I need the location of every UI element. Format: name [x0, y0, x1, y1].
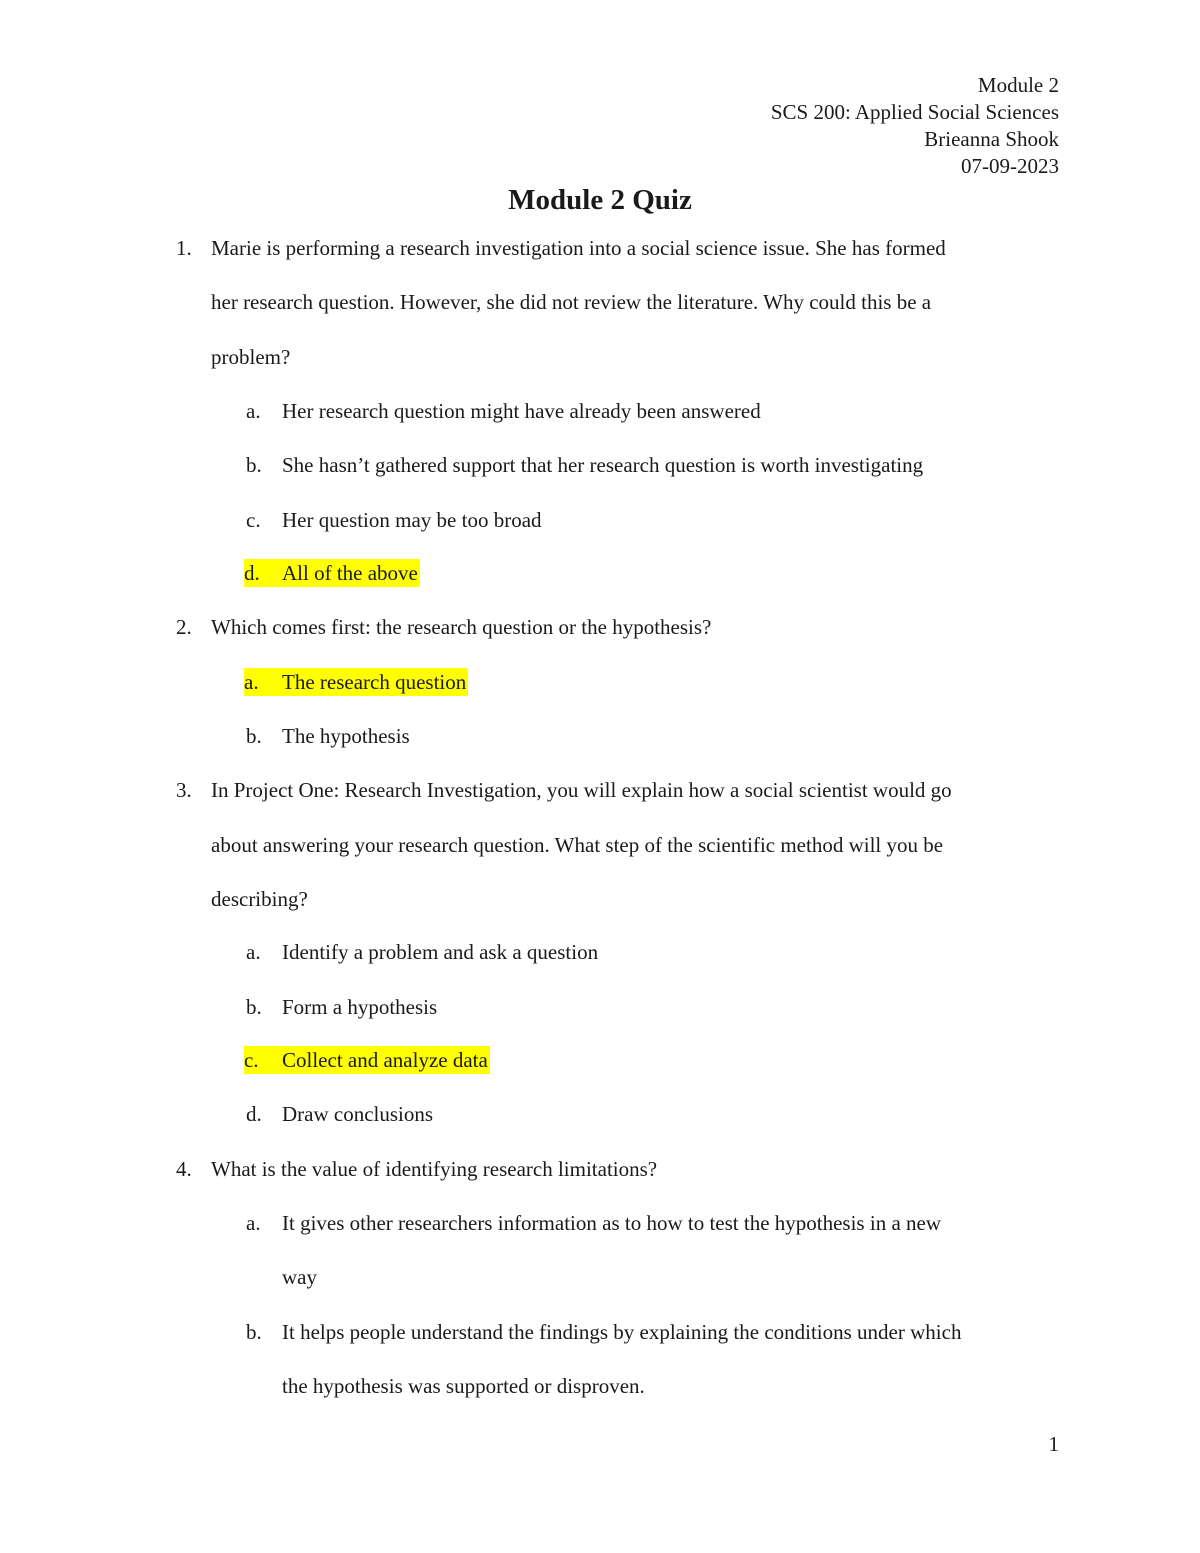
highlighted-answer	[244, 668, 468, 696]
option-text: The research question	[282, 670, 467, 694]
option-letter: b.	[246, 724, 262, 748]
option-letter: c.	[246, 508, 261, 532]
option-letter: b.	[246, 995, 262, 1019]
header-author: Brieanna Shook	[924, 127, 1059, 151]
question-text-line: describing?	[211, 887, 308, 911]
option-text: It gives other researchers information as to how to test the hypothesis in a new	[282, 1211, 941, 1235]
question-text-line: Which comes first: the research question or the hypothesis?	[211, 615, 712, 639]
option-letter: a.	[244, 670, 259, 694]
question-text-line: Marie is performing a research investigation into a social science issue. She has formed	[211, 236, 946, 260]
option-letter: d.	[244, 561, 260, 585]
question-number: 4.	[176, 1157, 192, 1181]
header-date: 07-09-2023	[961, 154, 1059, 178]
option-text: the hypothesis was supported or disproven.	[282, 1374, 645, 1398]
option-text: The hypothesis	[282, 724, 410, 748]
option-text: Her research question might have already been answered	[282, 399, 761, 423]
option-letter: b.	[246, 453, 262, 477]
question-text-line: about answering your research question. What step of the scientific method will you be	[211, 833, 944, 857]
option-letter: a.	[246, 940, 261, 964]
page-title: Module 2 Quiz	[508, 184, 692, 216]
option-letter: c.	[244, 1048, 259, 1072]
option-text: Draw conclusions	[282, 1102, 434, 1126]
question-text-line: problem?	[211, 345, 291, 369]
option-letter: a.	[246, 399, 261, 423]
question-number: 2.	[176, 615, 192, 639]
option-text: She hasn’t gathered support that her research question is worth investigating	[282, 453, 924, 477]
highlighted-answer	[244, 559, 420, 587]
question-number: 3.	[176, 778, 192, 802]
option-text: Her question may be too broad	[282, 508, 542, 532]
option-text: All of the above	[282, 561, 418, 585]
option-letter: b.	[246, 1320, 262, 1344]
page-number: 1	[1048, 1432, 1059, 1456]
question-number: 1.	[176, 236, 192, 260]
header-course: SCS 200: Applied Social Sciences	[770, 100, 1059, 124]
question-text-line: her research question. However, she did not review the literature. Why could this be a	[211, 290, 932, 314]
document-header	[771, 72, 1059, 180]
option-text: Form a hypothesis	[282, 995, 438, 1019]
option-letter: a.	[246, 1211, 261, 1235]
header-module: Module 2	[977, 73, 1059, 97]
option-text: Identify a problem and ask a question	[282, 940, 599, 964]
option-text: Collect and analyze data	[282, 1048, 488, 1072]
option-text: It helps people understand the findings by explaining the conditions under which	[282, 1320, 962, 1344]
question-text-line: In Project One: Research Investigation, you will explain how a social scientist would go	[211, 778, 952, 802]
highlighted-answer	[244, 1046, 490, 1074]
question-text-line: What is the value of identifying research limitations?	[211, 1157, 658, 1181]
option-text: way	[282, 1265, 317, 1289]
option-letter: d.	[246, 1102, 262, 1126]
